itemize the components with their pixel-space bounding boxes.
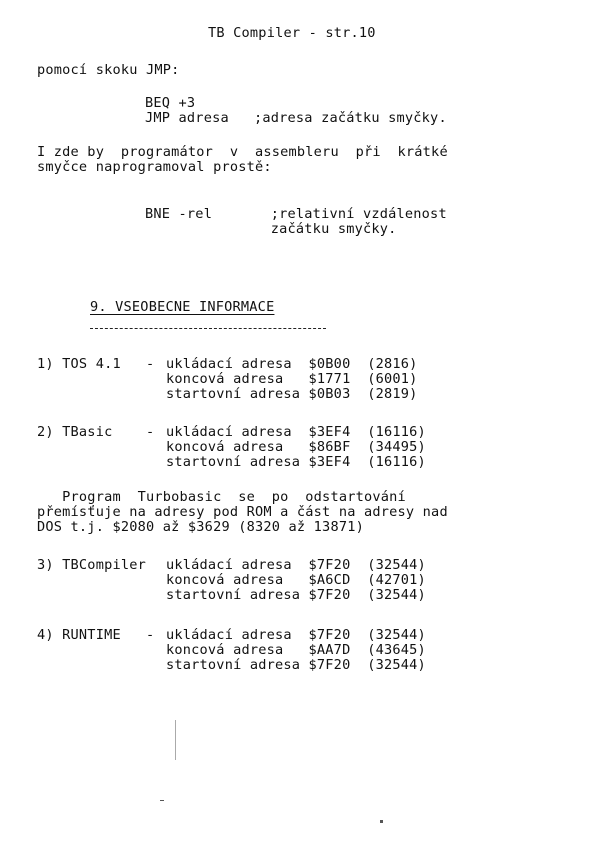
item-row: startovní adresa $0B03 (2819) — [166, 386, 418, 402]
item-row: koncová adresa $A6CD (42701) — [166, 572, 426, 588]
item-row: koncová adresa $1771 (6001) — [166, 371, 418, 387]
item-label: 2) TBasic - — [37, 424, 155, 440]
item-row: ukládací adresa $7F20 (32544) — [166, 627, 426, 643]
paragraph-line: smyčce naprogramoval prostě: — [37, 159, 272, 175]
item-row: ukládací adresa $0B00 (2816) — [166, 356, 418, 372]
paragraph-line: DOS t.j. $2080 až $3629 (8320 až 13871) — [37, 519, 364, 535]
item-label: 4) RUNTIME - — [37, 627, 155, 643]
scan-artifact — [160, 800, 164, 801]
section-heading: 9. VSEOBECNE INFORMACE — [90, 299, 275, 315]
paragraph-line: I zde by programátor v assembleru při krátké — [37, 144, 448, 160]
section-rule — [90, 328, 326, 329]
code-line: BNE -rel ;relativní vzdálenost — [145, 206, 447, 222]
code-line: začátku smyčky. — [145, 221, 397, 237]
item-label: 1) TOS 4.1 - — [37, 356, 155, 372]
item-row: ukládací adresa $7F20 (32544) — [166, 557, 426, 573]
scan-artifact — [175, 720, 176, 760]
scan-artifact — [380, 820, 383, 823]
item-row: koncová adresa $86BF (34495) — [166, 439, 426, 455]
item-row: startovní adresa $3EF4 (16116) — [166, 454, 426, 470]
paragraph-line: přemísťuje na adresy pod ROM a část na adresy nad — [37, 504, 448, 520]
item-row: startovní adresa $7F20 (32544) — [166, 587, 426, 603]
item-label: 3) TBCompiler — [37, 557, 146, 573]
item-row: ukládací adresa $3EF4 (16116) — [166, 424, 426, 440]
item-row: koncová adresa $AA7D (43645) — [166, 642, 426, 658]
code-line: JMP adresa ;adresa začátku smyčky. — [145, 110, 447, 126]
paragraph-line: Program Turbobasic se po odstartování — [37, 489, 406, 505]
item-row: startovní adresa $7F20 (32544) — [166, 657, 426, 673]
page-title: TB Compiler - str.10 — [208, 25, 376, 41]
intro-line: pomocí skoku JMP: — [37, 62, 180, 78]
code-line: BEQ +3 — [145, 95, 196, 111]
